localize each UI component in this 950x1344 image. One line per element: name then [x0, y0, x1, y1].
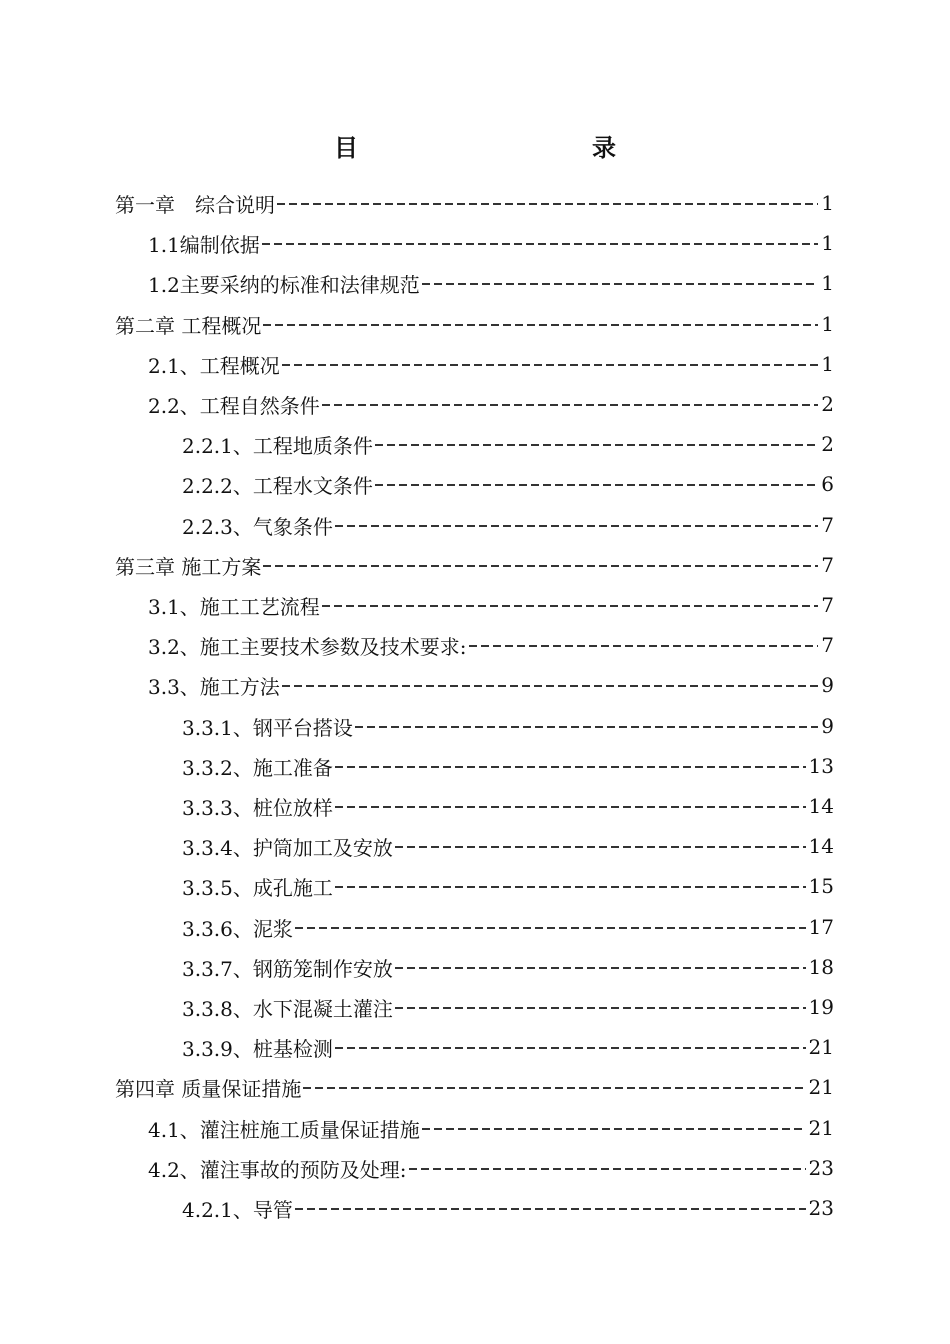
toc-dash-leader	[295, 927, 806, 929]
toc-entry-title: 4.1、灌注桩施工质量保证措施	[148, 1117, 420, 1142]
toc-entry-title: 3.3.1、钢平台搭设	[182, 715, 353, 740]
toc-entry-title: 3.3.2、施工准备	[182, 755, 333, 780]
toc-entry[interactable]	[0, 866, 834, 906]
toc-page-number: 1	[821, 231, 834, 255]
toc-entry[interactable]	[0, 665, 834, 705]
toc-entry[interactable]	[0, 1067, 834, 1107]
toc-entry[interactable]	[0, 304, 834, 344]
toc-entry-title: 3.3.5、成孔施工	[182, 875, 333, 900]
toc-entry[interactable]	[0, 1188, 834, 1228]
toc-entry[interactable]	[0, 826, 834, 866]
toc-dash-leader	[322, 605, 818, 607]
toc-entry-title: 3.3、施工方法	[148, 674, 280, 699]
toc-dash-leader	[395, 967, 806, 969]
toc-page-number: 7	[821, 633, 834, 657]
toc-dash-leader	[375, 444, 818, 446]
toc-entry-title: 2.2.2、工程水文条件	[182, 473, 373, 498]
toc-page-number: 23	[808, 1196, 834, 1220]
toc-entry-title: 3.3.7、钢筋笼制作安放	[182, 956, 393, 981]
toc-dash-leader	[262, 243, 818, 245]
toc-page-number: 21	[808, 1075, 834, 1099]
toc-page-number: 17	[808, 915, 834, 939]
toc-page-number: 21	[808, 1116, 834, 1140]
toc-page-number: 1	[821, 312, 834, 336]
toc-entry-title: 2.2、工程自然条件	[148, 393, 320, 418]
toc-entry-title: 第二章 工程概况	[115, 313, 262, 338]
toc-entry[interactable]	[0, 384, 834, 424]
toc-entry-title: 3.3.4、护筒加工及安放	[182, 835, 393, 860]
toc-entry-title: 第三章 施工方案	[115, 554, 262, 579]
toc-dash-leader	[282, 685, 818, 687]
toc-entry-title: 3.3.6、泥浆	[182, 916, 293, 941]
toc-dash-leader	[322, 404, 818, 406]
toc-dash-leader	[355, 726, 818, 728]
toc-page-number: 13	[808, 754, 834, 778]
toc-page-number: 1	[821, 352, 834, 376]
toc-entry[interactable]	[0, 223, 834, 263]
toc-page-number: 21	[808, 1035, 834, 1059]
toc-page-number: 19	[808, 995, 834, 1019]
toc-entry-title: 第四章 质量保证措施	[115, 1076, 302, 1101]
toc-page-number: 23	[808, 1156, 834, 1180]
toc-entry[interactable]	[0, 424, 834, 464]
toc-dash-leader	[422, 1128, 806, 1130]
toc-dash-leader	[469, 645, 819, 647]
toc-dash-leader	[335, 1047, 806, 1049]
toc-dash-leader	[263, 565, 818, 567]
toc-dash-leader	[335, 806, 806, 808]
toc-entry[interactable]	[0, 987, 834, 1027]
toc-page-number: 2	[821, 432, 834, 456]
toc-entry[interactable]	[0, 625, 834, 665]
toc-entry-title: 2.1、工程概况	[148, 353, 280, 378]
toc-dash-leader	[282, 364, 818, 366]
toc-page-number: 9	[821, 673, 834, 697]
toc-dash-leader	[409, 1168, 806, 1170]
toc-dash-leader	[303, 1087, 805, 1089]
toc-page-number: 14	[808, 834, 834, 858]
toc-entry[interactable]	[0, 1108, 834, 1148]
toc-entry[interactable]	[0, 1027, 834, 1067]
toc-entry[interactable]	[0, 344, 834, 384]
toc-dash-leader	[335, 766, 806, 768]
toc-entry[interactable]	[0, 585, 834, 625]
toc-entry-title: 1.1编制依据	[148, 232, 260, 257]
toc-entry[interactable]	[0, 464, 834, 504]
toc-dash-leader	[335, 525, 818, 527]
toc-page-number: 14	[808, 794, 834, 818]
toc-entry-title: 4.2、灌注事故的预防及处理:	[148, 1157, 407, 1182]
toc-entry[interactable]	[0, 907, 834, 947]
toc-page-number: 18	[808, 955, 834, 979]
toc-entry[interactable]	[0, 545, 834, 585]
toc-entry-title: 3.2、施工主要技术参数及技术要求:	[148, 634, 467, 659]
toc-entry[interactable]	[0, 706, 834, 746]
toc-dash-leader	[295, 1208, 806, 1210]
toc-dash-leader	[263, 324, 818, 326]
toc-dash-leader	[422, 283, 818, 285]
toc-entry-title: 3.1、施工工艺流程	[148, 594, 320, 619]
toc-entry-title: 2.2.1、工程地质条件	[182, 433, 373, 458]
toc-page-number: 15	[808, 874, 834, 898]
toc-entry-title: 3.3.8、水下混凝土灌注	[182, 996, 393, 1021]
toc-page-number: 7	[821, 553, 834, 577]
toc-entry-title: 3.3.3、桩位放样	[182, 795, 333, 820]
toc-dash-leader	[277, 203, 818, 205]
toc-entry[interactable]	[0, 746, 834, 786]
toc-entry-title: 1.2主要采纳的标准和法律规范	[148, 272, 420, 297]
toc-entry-title: 第一章 综合说明	[115, 192, 275, 217]
toc-page-number: 1	[821, 271, 834, 295]
toc-page-number: 1	[821, 191, 834, 215]
toc-dash-leader	[375, 484, 818, 486]
toc-page-number: 6	[821, 472, 834, 496]
toc-dash-leader	[335, 886, 806, 888]
toc-entry[interactable]	[0, 505, 834, 545]
toc-entry-title: 2.2.3、气象条件	[182, 514, 333, 539]
toc-page-number: 9	[821, 714, 834, 738]
toc-entry[interactable]	[0, 263, 834, 303]
toc-entry[interactable]	[0, 947, 834, 987]
toc-page-number: 2	[821, 392, 834, 416]
toc-entry-title: 3.3.9、桩基检测	[182, 1036, 333, 1061]
toc-page-number: 7	[821, 513, 834, 537]
toc-dash-leader	[395, 846, 806, 848]
toc-entry[interactable]	[0, 786, 834, 826]
toc-entry-title: 4.2.1、导管	[182, 1197, 293, 1222]
toc-dash-leader	[395, 1007, 806, 1009]
toc-entry[interactable]	[0, 183, 834, 223]
toc-entry[interactable]	[0, 1148, 834, 1188]
toc-title: 目 录	[334, 134, 678, 162]
toc-page-number: 7	[821, 593, 834, 617]
